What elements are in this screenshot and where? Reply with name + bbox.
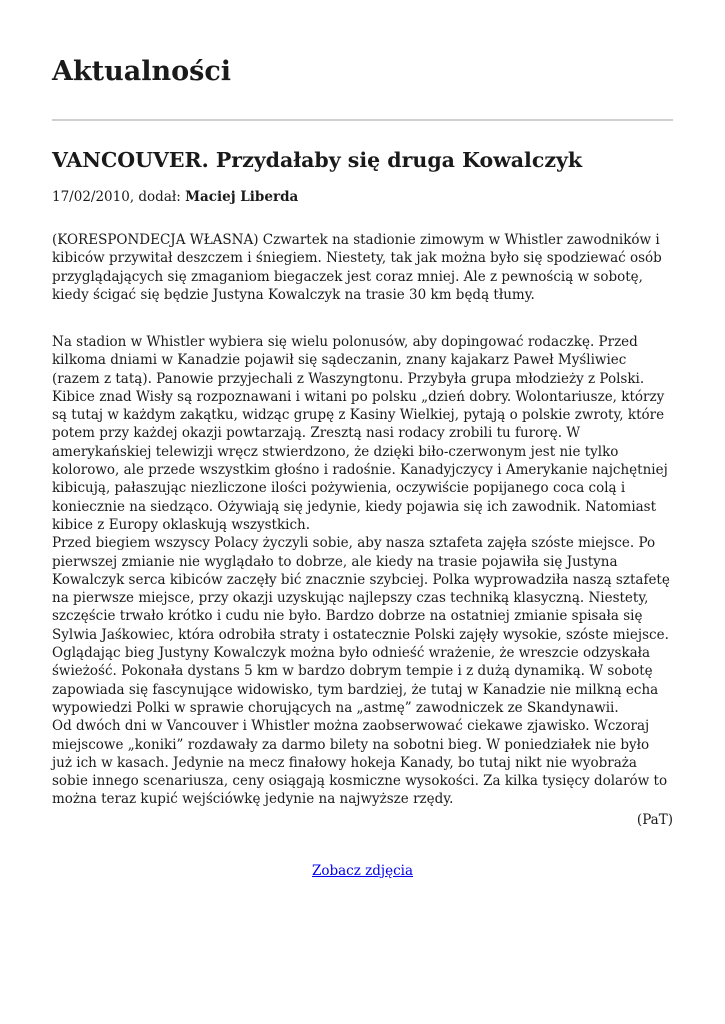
photos-link-container xyxy=(52,862,673,880)
article-date: 17/02/2010 xyxy=(52,189,130,205)
divider xyxy=(52,119,673,121)
article-meta xyxy=(52,187,298,207)
article-paragraph: Od dwóch dni w Vancouver i Whistler można zaobserwować ciekawe zjawisko. Wczoraj miejscowe „koniki” rozdawały za darmo bilety na sobotni bieg. W poniedziałek nie było już ich w kasach. Jedynie na mecz finałowy hokeja Kanady, bo tutaj nikt nie wyobraża sobie innego scenariusza, ceny osiągają kosmiczne wysokości. Za kilka tysięcy dolarów to można teraz kupić wejściówkę jedynie na najwyższe rzędy. xyxy=(52,718,668,808)
article-lead: (KORESPONDECJA WŁASNA) Czwartek na stadionie zimowym w Whistler zawodników i kibiców przywitał deszczem i śniegiem. Niestety, tak jak można było się spodziewać osób przyglądających się zmaganiom biegaczek jest coraz mniej. Ale z pewnością w sobotę, kiedy ścigać się będzie Justyna Kowalczyk na trasie 30 km będą tłumy. xyxy=(52,232,662,303)
section-title: Aktualności xyxy=(52,56,232,87)
article-body xyxy=(52,333,673,809)
see-photos-link[interactable]: Zobacz zdjęcia xyxy=(311,863,414,879)
article-author: Maciej Liberda xyxy=(185,189,299,205)
added-by-label: dodał: xyxy=(138,189,181,205)
article-title: VANCOUVER. Przydałaby się druga Kowalczyk xyxy=(52,148,583,172)
meta-separator: , xyxy=(129,189,139,205)
article-paragraph: Przed biegiem wszyscy Polacy życzyli sobie, aby nasza sztafeta zajęła szóste miejsce. Po pierwszej zmianie nie wyglądało to dobrze, ale kiedy na trasie pojawiła się Justyna Kowalczyk serca kibiców zaczęły bić znacznie szybciej. Polka wyprowadziła naszą sztafetę na pierwsze miejsce, przy okazji uzyskując najlepszy czas techniką klasyczną. Niestety, szczęście trwało krótko i cudu nie było. Bardzo dobrze na ostatniej zmianie spisała się Sylwia Jaśkowiec, która odrobiła straty i ostatecznie Polski zajęły wysokie, szóste miejsce. xyxy=(52,535,670,643)
article-paragraph: Oglądając bieg Justyny Kowalczyk można było odnieść wrażenie, że wreszcie odzyskała świeżość. Pokonała dystans 5 km w bardzo dobrym tempie i z dużą dynamiką. W sobotę zapowiada się fascynujące widowisko, tym bardziej, że tutaj w Kanadzie nie milkną echa wypowiedzi Polki w sprawie chorujących na „astmę” zawodniczek ze Skandynawii. xyxy=(52,645,659,716)
article-paragraph: Na stadion w Whistler wybiera się wielu polonusów, aby dopingować rodaczkę. Przed kilkoma dniami w Kanadzie pojawił się sądeczanin, znany kajakarz Paweł Myśliwiec (razem z tatą). Panowie przyjechali z Waszyngtonu. Przybyła grupa młodzieży z Polski. Kibice znad Wisły są rozpoznawani i witani po polsku „dzień dobry. Wolontariusze, którzy są tutaj w każdym zakątku, widząc grupę z Kasiny Wielkiej, pytają o polskie zwroty, które potem przy każdej okazji powtarzają. Zresztą nasi rodacy zrobili tu furorę. W amerykańskiej telewizji wręcz stwierdzono, że dzięki biło-czerwonym jest nie tylko kolorowo, ale przede wszystkim głośno i radośnie. Kanadyjczycy i Amerykanie najchętniej kibicują, pałaszując niezliczone ilości pożywienia, oczywiście popijanego coca colą i koniecznie na siedząco. Ożywiają się jedynie, kiedy pojawia się ich zawodnik. Natomiast kibice z Europy oklaskują wszystkich. xyxy=(52,334,668,533)
article-signature: (PaT) xyxy=(636,812,673,828)
